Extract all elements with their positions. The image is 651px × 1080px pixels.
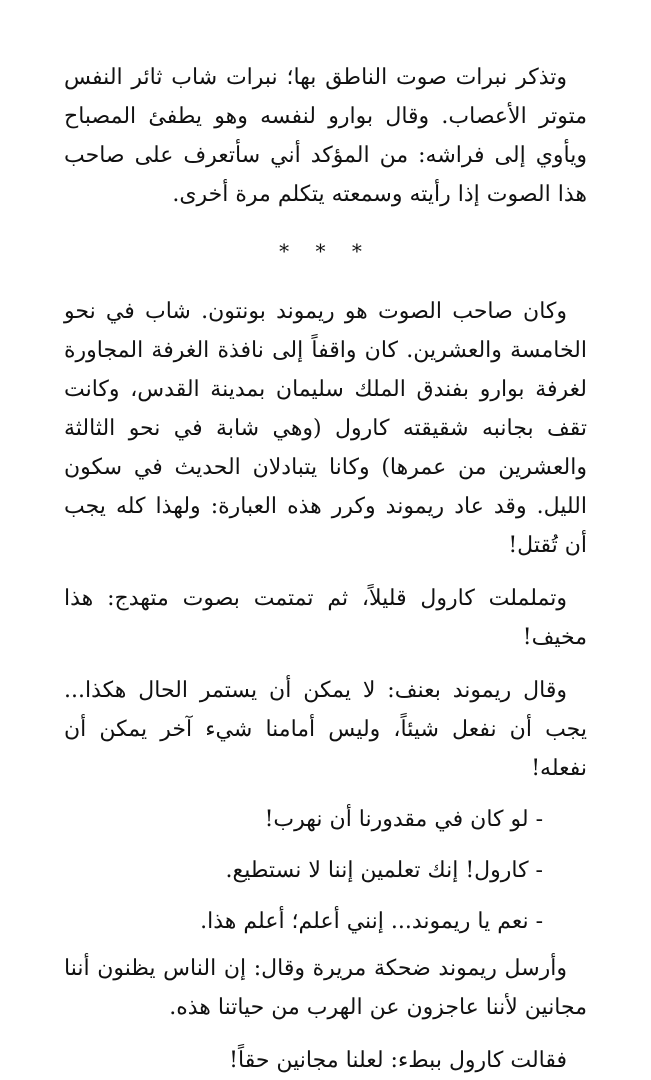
dialogue-line-2: - كارول! إنك تعلمين إننا لا نستطيع. [225,858,543,883]
dialogue-line-3: - نعم يا ريموند... إنني أعلم؛ أعلم هذا. [200,909,543,934]
paragraph-4: وقال ريموند بعنف: لا يمكن أن يستمر الحال هكذا... يجب أن نفعل شيئاً، وليس أمامنا شيء آخر يمكن أن نفعله! [64,678,587,781]
section-separator: * * * [279,239,372,263]
paragraph-3: وتململت كارول قليلاً، ثم تمتمت بصوت متهدج: هذا مخيف! [64,586,587,650]
paragraph-1: وتذكر نبرات صوت الناطق بها؛ نبرات شاب ثائر النفس متوتر الأعصاب. وقال بوارو لنفسه وهو يطفئ المصباح ويأوي إلى فراشه: من المؤكد أني سأتعرف على صاحب هذا الصوت إذا رأيته وسمعته يتكلم مرة أخرى. [64,65,587,207]
dialogue-line-1: - لو كان في مقدورنا أن نهرب! [264,807,543,832]
paragraph-2: وكان صاحب الصوت هو ريموند بونتون. شاب في نحو الخامسة والعشرين. كان واقفاً إلى نافذة الغرفة المجاورة لغرفة بوارو بفندق الملك سليمان بمدينة القدس، وكانت تقف بجانبه شقيقته كارول (وهي شابة في نحو الثالثة والعشرين من عمرها) وكانا يتبادلان الحديث في سكون الليل. وقد عاد ريموند وكرر هذه العبارة: ولهذا كله يجب أن تُقتل! [64,299,587,558]
paragraph-5: وأرسل ريموند ضحكة مريرة وقال: إن الناس يظنون أننا مجانين لأننا عاجزون عن الهرب من حياتنا هذه. [64,956,587,1020]
paragraph-6: فقالت كارول ببطء: لعلنا مجانين حقاً! [229,1048,567,1073]
